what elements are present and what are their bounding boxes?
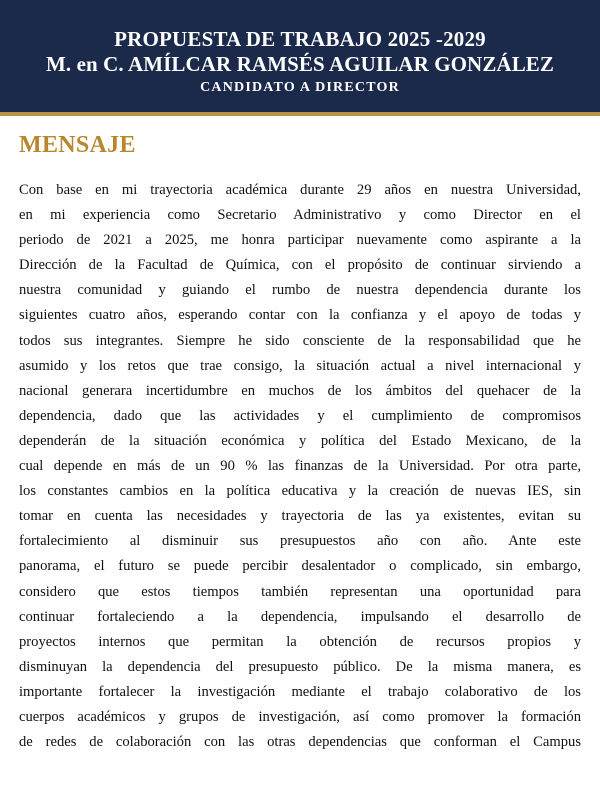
body-line: importante fortalecer la investigación mediante el trabajo colaborativo de los <box>19 683 581 700</box>
header-subtitle: CANDIDATO A DIRECTOR <box>200 80 400 95</box>
body-line: fortalecimiento al disminuir sus presupuestos año con año. Ante este <box>19 533 581 550</box>
body-line: asumido y los retos que trae consigo, la situación actual a nivel internacional y <box>19 357 581 374</box>
body-line: nuestra comunidad y guiando el rumbo de nuestra dependencia durante los <box>19 282 581 299</box>
body-line: cuerpos académicos y grupos de investigación, así como promover la formación <box>19 708 581 725</box>
body-line: periodo de 2021 a 2025, me honra participar nuevamente como aspirante a la <box>19 232 581 249</box>
body-line: considero que estos tiempos también representan una oportunidad para <box>19 583 581 600</box>
body-line: dependencia, dado que las actividades y el cumplimiento de compromisos <box>19 407 581 424</box>
body-line: panorama, el futuro se puede percibir desalentador o complicado, sin embargo, <box>19 558 581 575</box>
header-candidate-name: M. en C. AMÍLCAR RAMSÉS AGUILAR GONZÁLEZ <box>45 52 555 76</box>
body-line: de redes de colaboración con las otras dependencias que conforman el Campus <box>19 734 581 751</box>
body-line: dependerán de la situación económica y política del Estado Mexicano, de la <box>19 432 581 449</box>
body-line: tomar en cuenta las necesidades y trayectoria de las ya existentes, evitan su <box>19 508 581 525</box>
body-line: nacional generara incertidumbre en muchos de los ámbitos del quehacer de la <box>19 382 581 399</box>
body-line: disminuyan la dependencia del presupuesto público. De la misma manera, es <box>19 658 581 675</box>
body-line: Dirección de la Facultad de Química, con el propósito de continuar sirviendo a <box>19 257 581 274</box>
body-line: cual depende en más de un 90 % las finanzas de la Universidad. Por otra parte, <box>19 458 581 475</box>
header-title: PROPUESTA DE TRABAJO 2025 -2029 <box>114 27 486 51</box>
body-line: siguientes cuatro años, esperando contar con la confianza y el apoyo de todas y <box>19 307 581 324</box>
body-line: Con base en mi trayectoria académica durante 29 años en nuestra Universidad, <box>19 182 581 198</box>
document-header <box>0 0 600 116</box>
body-line: en mi experiencia como Secretario Administrativo y como Director en el <box>19 207 581 224</box>
body-line: continuar fortaleciendo a la dependencia, impulsando el desarrollo de <box>19 608 581 625</box>
body-line: los constantes cambios en la política educativa y la creación de nuevas IES, sin <box>19 483 581 500</box>
body-line: todos sus integrantes. Siempre he sido consciente de la responsabilidad que he <box>19 332 581 349</box>
section-title: MENSAJE <box>19 132 136 158</box>
body-paragraph <box>19 178 581 755</box>
body-line: proyectos internos que permitan la obtención de recursos propios y <box>19 633 581 650</box>
